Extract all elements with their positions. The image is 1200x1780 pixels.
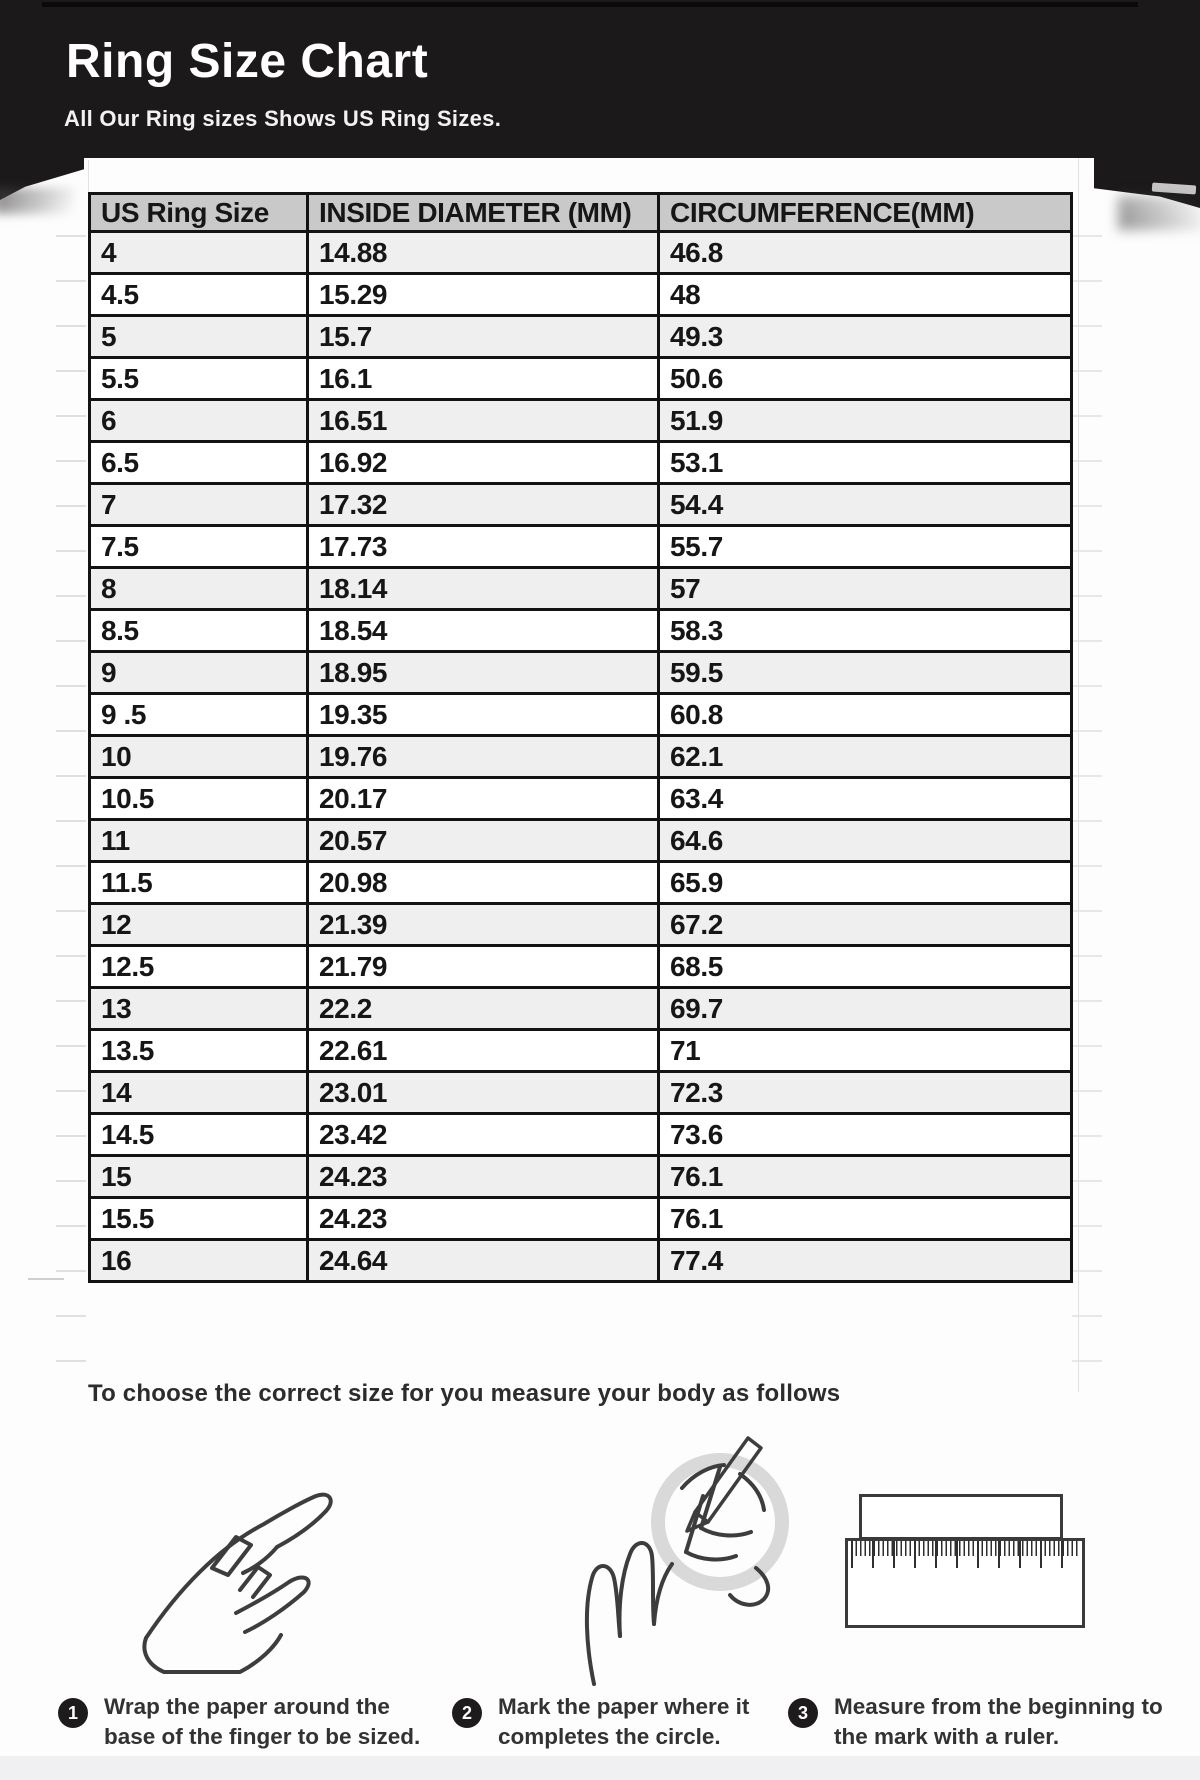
ruler-body [845,1538,1085,1628]
header-cell-us-ring-size: US Ring Size [90,194,308,232]
table-cell: 23.01 [308,1072,659,1114]
table-cell: 9 [90,652,308,694]
table-cell: 20.17 [308,778,659,820]
table-row [90,442,1072,484]
mark-hand-illustration [498,1434,794,1696]
table-cell: 18.95 [308,652,659,694]
table-cell: 69.7 [659,988,1072,1030]
table-cell: 24.64 [308,1240,659,1282]
table-row [90,316,1072,358]
table-row [90,1156,1072,1198]
table-cell: 16.51 [308,400,659,442]
ring-size-table [88,192,1073,1283]
gridline-ticks-right [1072,192,1102,1362]
table-row [90,232,1072,274]
ruler-illustration [845,1494,1087,1630]
banner-corner-right-smudge [1118,196,1200,230]
paper-strip [859,1494,1063,1540]
table-cell: 6.5 [90,442,308,484]
table-cell: 48 [659,274,1072,316]
size-table-body [90,232,1072,1282]
table-cell: 12.5 [90,946,308,988]
table-row [90,946,1072,988]
table-cell: 13 [90,988,308,1030]
table-row [90,484,1072,526]
gridline-ticks-left [56,192,86,1362]
table-cell: 64.6 [659,820,1072,862]
step-2-badge: 2 [452,1698,482,1728]
table-cell: 57 [659,568,1072,610]
table-row [90,862,1072,904]
table-cell: 5.5 [90,358,308,400]
table-cell: 60.8 [659,694,1072,736]
page-title: Ring Size Chart [66,35,429,88]
table-cell: 7.5 [90,526,308,568]
step-1-text: Wrap the paper around the base of the finger to be sized. [104,1694,421,1749]
table-cell: 18.14 [308,568,659,610]
table-row [90,358,1072,400]
wrap-hand-illustration [112,1446,364,1678]
table-cell: 16 [90,1240,308,1282]
table-cell: 19.76 [308,736,659,778]
table-cell: 21.39 [308,904,659,946]
table-cell: 67.2 [659,904,1072,946]
table-cell: 14.5 [90,1114,308,1156]
page-subtitle: All Our Ring sizes Shows US Ring Sizes. [64,106,502,131]
table-row [90,694,1072,736]
table-row [90,274,1072,316]
header-cell-circumference: CIRCUMFERENCE(MM) [659,194,1072,232]
table-cell: 20.57 [308,820,659,862]
table-cell: 5 [90,316,308,358]
table-cell: 10 [90,736,308,778]
table-row [90,736,1072,778]
step-3-badge: 3 [788,1698,818,1728]
table-cell: 50.6 [659,358,1072,400]
table-cell: 15.29 [308,274,659,316]
table-cell: 7 [90,484,308,526]
table-cell: 11.5 [90,862,308,904]
banner-top-strip [42,2,1138,7]
ruler-long-ticks [851,1541,1079,1568]
table-cell: 23.42 [308,1114,659,1156]
table-row [90,1030,1072,1072]
table-cell: 68.5 [659,946,1072,988]
table-row [90,610,1072,652]
table-cell: 62.1 [659,736,1072,778]
table-cell: 4.5 [90,274,308,316]
table-cell: 53.1 [659,442,1072,484]
table-cell: 17.32 [308,484,659,526]
table-cell: 14 [90,1072,308,1114]
table-cell: 15 [90,1156,308,1198]
table-cell: 73.6 [659,1114,1072,1156]
bottom-strip [0,1756,1200,1780]
table-cell: 11 [90,820,308,862]
table-cell: 8.5 [90,610,308,652]
table-cell: 9 .5 [90,694,308,736]
table-cell: 46.8 [659,232,1072,274]
gridline-vertical-left [88,160,89,192]
step-2-text: Mark the paper where it completes the circle. [498,1694,750,1749]
table-cell: 22.2 [308,988,659,1030]
step-1-badge: 1 [58,1698,88,1728]
table-cell: 55.7 [659,526,1072,568]
measure-caption: To choose the correct size for you measure your body as follows [88,1380,841,1407]
table-cell: 24.23 [308,1198,659,1240]
step-3-text: Measure from the beginning to the mark with a ruler. [834,1694,1163,1749]
table-cell: 21.79 [308,946,659,988]
table-cell: 8 [90,568,308,610]
table-cell: 16.1 [308,358,659,400]
table-row [90,400,1072,442]
table-cell: 14.88 [308,232,659,274]
table-cell: 63.4 [659,778,1072,820]
table-cell: 10.5 [90,778,308,820]
table-cell: 22.61 [308,1030,659,1072]
table-cell: 65.9 [659,862,1072,904]
table-row [90,1072,1072,1114]
table-cell: 6 [90,400,308,442]
table-cell: 17.73 [308,526,659,568]
table-row [90,778,1072,820]
table-cell: 71 [659,1030,1072,1072]
table-cell: 49.3 [659,316,1072,358]
table-row [90,1114,1072,1156]
table-cell: 72.3 [659,1072,1072,1114]
header-banner [0,0,1200,158]
table-cell: 19.35 [308,694,659,736]
table-row [90,526,1072,568]
table-row [90,568,1072,610]
table-cell: 20.98 [308,862,659,904]
table-row [90,904,1072,946]
table-cell: 76.1 [659,1156,1072,1198]
table-cell: 13.5 [90,1030,308,1072]
table-cell: 59.5 [659,652,1072,694]
table-row [90,1198,1072,1240]
table-cell: 18.54 [308,610,659,652]
table-cell: 51.9 [659,400,1072,442]
table-cell: 58.3 [659,610,1072,652]
table-row [90,988,1072,1030]
table-cell: 77.4 [659,1240,1072,1282]
table-row [90,652,1072,694]
table-cell: 24.23 [308,1156,659,1198]
table-cell: 76.1 [659,1198,1072,1240]
gridline-dash [28,1278,64,1280]
table-header-row [90,194,1072,232]
table-cell: 54.4 [659,484,1072,526]
table-cell: 4 [90,232,308,274]
table-cell: 15.5 [90,1198,308,1240]
header-cell-inside-diameter: INSIDE DIAMETER (MM) [308,194,659,232]
table-cell: 12 [90,904,308,946]
table-row [90,1240,1072,1282]
table-cell: 15.7 [308,316,659,358]
table-row [90,820,1072,862]
table-cell: 16.92 [308,442,659,484]
